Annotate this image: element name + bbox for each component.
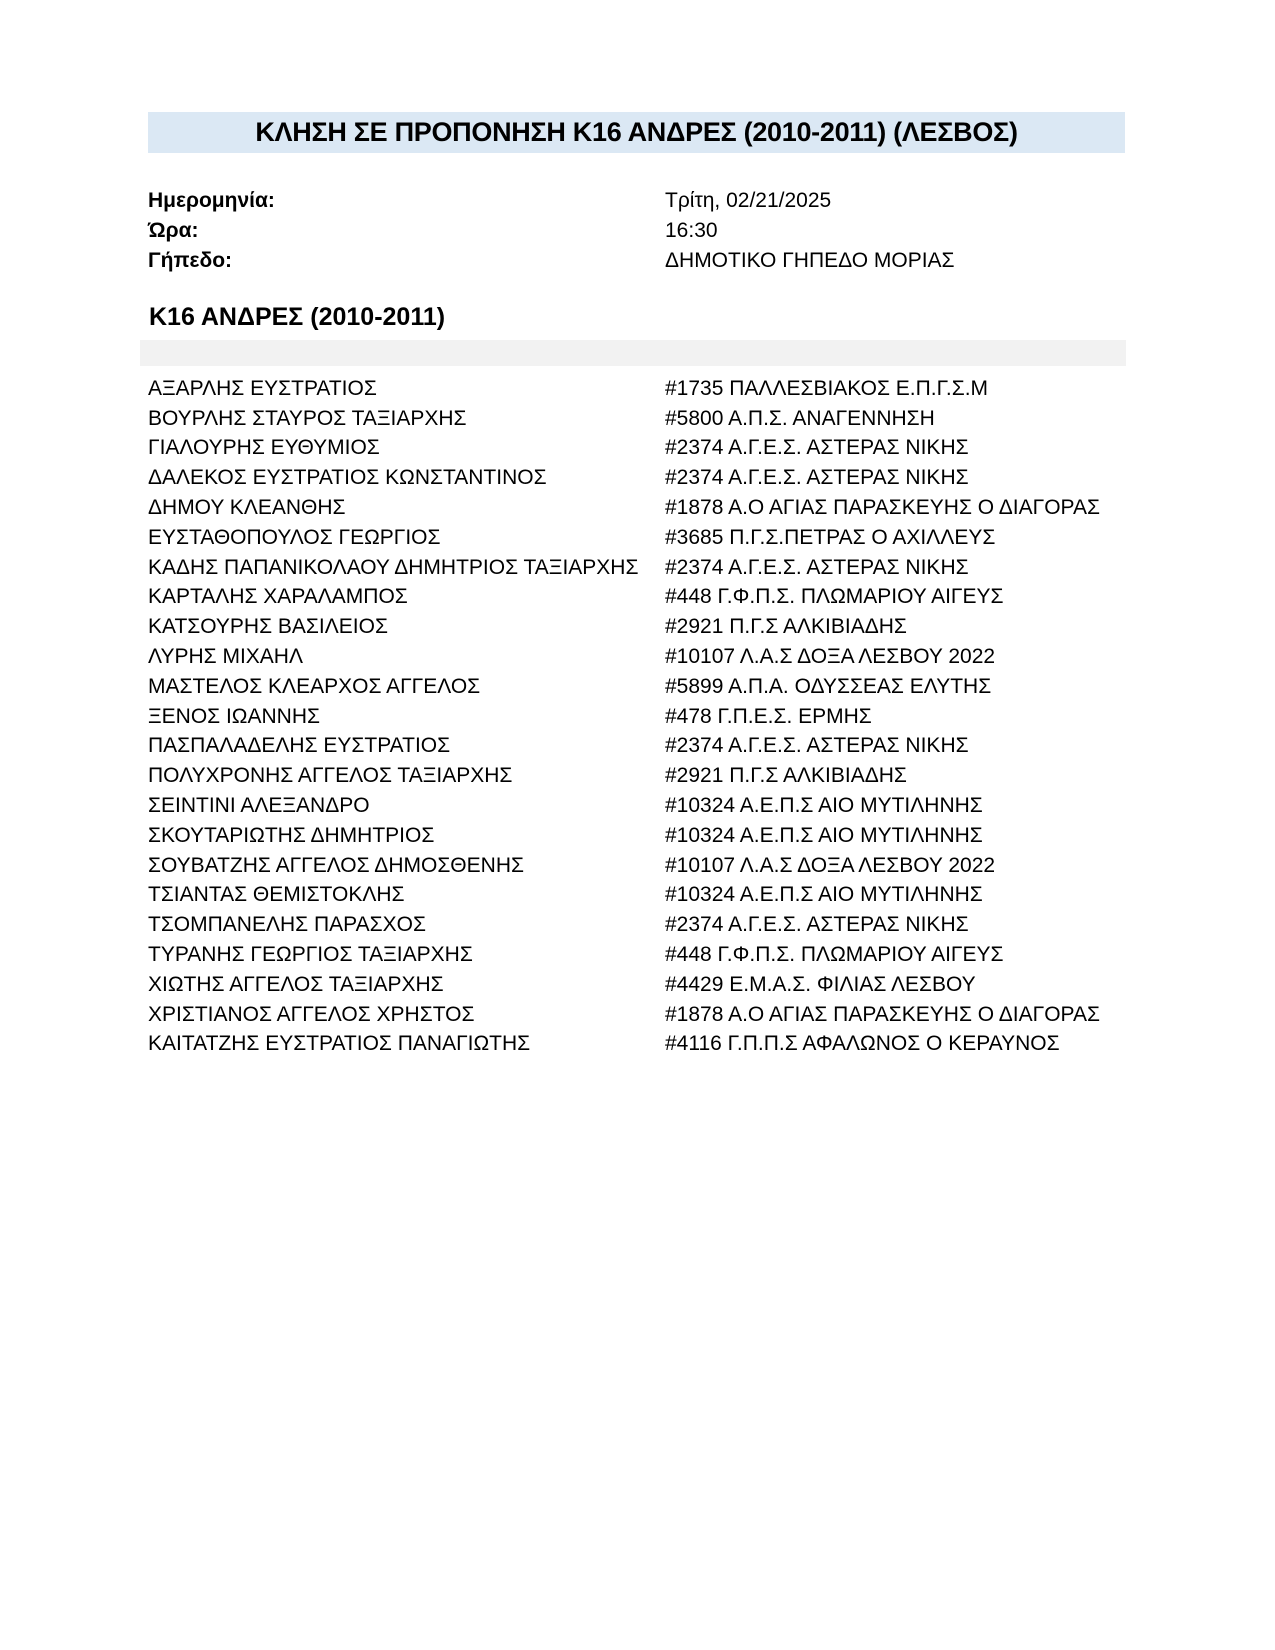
- player-name: ΑΞΑΡΛΗΣ ΕΥΣΤΡΑΤΙΟΣ: [148, 376, 377, 400]
- player-club: #2921 Π.Γ.Σ ΑΛΚΙΒΙΑΔΗΣ: [665, 764, 907, 788]
- player-name: ΕΥΣΤΑΘΟΠΟΥΛΟΣ ΓΕΩΡΓΙΟΣ: [148, 525, 441, 549]
- player-row: [148, 434, 1125, 464]
- page-title: ΚΛΗΣΗ ΣΕ ΠΡΟΠΟΝΗΣΗ Κ16 ΑΝΔΡΕΣ (2010-2011) (ΛΕΣΒΟΣ): [255, 117, 1018, 147]
- player-row: [148, 374, 1125, 404]
- player-name: ΣΚΟΥΤΑΡΙΩΤΗΣ ΔΗΜΗΤΡΙΟΣ: [148, 823, 435, 847]
- player-club: #448 Γ.Φ.Π.Σ. ΠΛΩΜΑΡΙΟΥ ΑΙΓΕΥΣ: [665, 585, 1004, 609]
- player-row: [148, 1000, 1125, 1030]
- roster-section-title: Κ16 ΑΝΔΡΕΣ (2010-2011): [149, 303, 446, 331]
- player-name: ΜΑΣΤΕΛΟΣ ΚΛΕΑΡΧΟΣ ΑΓΓΕΛΟΣ: [148, 674, 481, 698]
- player-row: [148, 404, 1125, 434]
- player-club: #10324 Α.Ε.Π.Σ ΑΙΟ ΜΥΤΙΛΗΝΗΣ: [665, 883, 983, 907]
- player-club: #2921 Π.Γ.Σ ΑΛΚΙΒΙΑΔΗΣ: [665, 615, 907, 639]
- detail-field-label: Γήπεδο:: [148, 249, 233, 272]
- player-name: ΠΟΛΥΧΡΟΝΗΣ ΑΓΓΕΛΟΣ ΤΑΞΙΑΡΧΗΣ: [148, 764, 513, 788]
- player-club: #1878 Α.Ο ΑΓΙΑΣ ΠΑΡΑΣΚΕΥΗΣ Ο ΔΙΑΓΟΡΑΣ: [665, 1002, 1100, 1026]
- player-name: ΔΗΜΟΥ ΚΛΕΑΝΘΗΣ: [148, 496, 346, 520]
- player-name: ΞΕΝΟΣ ΙΩΑΝΝΗΣ: [148, 704, 320, 728]
- player-name: ΚΑΡΤΑΛΗΣ ΧΑΡΑΛΑΜΠΟΣ: [148, 585, 408, 609]
- detail-field-label: Ώρα:: [148, 219, 199, 242]
- player-name: ΣΟΥΒΑΤΖΗΣ ΑΓΓΕΛΟΣ ΔΗΜΟΣΘΕΝΗΣ: [148, 853, 524, 877]
- player-club: #10107 Λ.Α.Σ ΔΟΞΑ ΛΕΣΒΟΥ 2022: [665, 853, 996, 877]
- detail-field-value: ΔΗΜΟΤΙΚΟ ΓΗΠΕΔΟ ΜΟΡΙΑΣ: [665, 249, 955, 272]
- player-row: [148, 881, 1125, 911]
- player-row: [148, 553, 1125, 583]
- player-club: #3685 Π.Γ.Σ.ΠΕΤΡΑΣ Ο ΑΧΙΛΛΕΥΣ: [665, 525, 996, 549]
- detail-field-row: [148, 186, 1125, 216]
- player-name: ΤΥΡΑΝΗΣ ΓΕΩΡΓΙΟΣ ΤΑΞΙΑΡΧΗΣ: [148, 943, 473, 967]
- player-row: [148, 821, 1125, 851]
- player-name: ΒΟΥΡΛΗΣ ΣΤΑΥΡΟΣ ΤΑΞΙΑΡΧΗΣ: [148, 406, 467, 430]
- player-name: ΣΕΙΝΤΙΝΙ ΑΛΕΞΑΝΔΡΟ: [148, 794, 370, 818]
- player-name: ΚΑΔΗΣ ΠΑΠΑΝΙΚΟΛΑΟΥ ΔΗΜΗΤΡΙΟΣ ΤΑΞΙΑΡΧΗΣ: [148, 555, 639, 579]
- player-row: [148, 940, 1125, 970]
- player-row: [148, 732, 1125, 762]
- player-row: [148, 851, 1125, 881]
- roster-header-bar: [140, 340, 1126, 366]
- player-row: [148, 612, 1125, 642]
- player-name: ΠΑΣΠΑΛΑΔΕΛΗΣ ΕΥΣΤΡΑΤΙΟΣ: [148, 734, 451, 758]
- player-row: [148, 672, 1125, 702]
- roster-list: [148, 374, 1125, 1059]
- training-details: [148, 186, 1125, 276]
- player-club: #4116 Γ.Π.Π.Σ ΑΦΑΛΩΝΟΣ Ο ΚΕΡΑΥΝΟΣ: [665, 1032, 1060, 1056]
- player-name: ΤΣΟΜΠΑΝΕΛΗΣ ΠΑΡΑΣΧΟΣ: [148, 913, 426, 937]
- document-title-bar: [148, 112, 1125, 153]
- detail-field-row: [148, 216, 1125, 246]
- player-club: #478 Γ.Π.Ε.Σ. ΕΡΜΗΣ: [665, 704, 872, 728]
- detail-field-value: 16:30: [665, 219, 718, 242]
- player-club: #1878 Α.Ο ΑΓΙΑΣ ΠΑΡΑΣΚΕΥΗΣ Ο ΔΙΑΓΟΡΑΣ: [665, 496, 1100, 520]
- player-name: ΛΥΡΗΣ ΜΙΧΑΗΛ: [148, 645, 303, 669]
- player-row: [148, 1030, 1125, 1060]
- detail-field-label: Ημερομηνία:: [148, 189, 275, 212]
- player-club: #5800 Α.Π.Σ. ΑΝΑΓΕΝΝΗΣΗ: [665, 406, 935, 430]
- player-row: [148, 493, 1125, 523]
- player-name: ΤΣΙΑΝΤΑΣ ΘΕΜΙΣΤΟΚΛΗΣ: [148, 883, 405, 907]
- detail-field-row: [148, 246, 1125, 276]
- detail-field-value: Τρίτη, 02/21/2025: [665, 189, 832, 212]
- player-name: ΓΙΑΛΟΥΡΗΣ ΕΥΘΥΜΙΟΣ: [148, 436, 380, 460]
- player-name: ΧΙΩΤΗΣ ΑΓΓΕΛΟΣ ΤΑΞΙΑΡΧΗΣ: [148, 972, 444, 996]
- player-name: ΚΑΙΤΑΤΖΗΣ ΕΥΣΤΡΑΤΙΟΣ ΠΑΝΑΓΙΩΤΗΣ: [148, 1032, 531, 1056]
- player-row: [148, 761, 1125, 791]
- player-club: #4429 Ε.Μ.Α.Σ. ΦΙΛΙΑΣ ΛΕΣΒΟΥ: [665, 972, 976, 996]
- player-club: #10324 Α.Ε.Π.Σ ΑΙΟ ΜΥΤΙΛΗΝΗΣ: [665, 823, 983, 847]
- player-row: [148, 463, 1125, 493]
- player-club: #10324 Α.Ε.Π.Σ ΑΙΟ ΜΥΤΙΛΗΝΗΣ: [665, 794, 983, 818]
- player-club: #10107 Λ.Α.Σ ΔΟΞΑ ΛΕΣΒΟΥ 2022: [665, 645, 996, 669]
- player-club: #2374 Α.Γ.Ε.Σ. ΑΣΤΕΡΑΣ ΝΙΚΗΣ: [665, 913, 969, 937]
- player-row: [148, 970, 1125, 1000]
- player-club: #2374 Α.Γ.Ε.Σ. ΑΣΤΕΡΑΣ ΝΙΚΗΣ: [665, 555, 969, 579]
- player-row: [148, 523, 1125, 553]
- player-club: #1735 ΠΑΛΛΕΣΒΙΑΚΟΣ Ε.Π.Γ.Σ.Μ: [665, 376, 989, 400]
- player-row: [148, 910, 1125, 940]
- player-row: [148, 702, 1125, 732]
- player-club: #448 Γ.Φ.Π.Σ. ΠΛΩΜΑΡΙΟΥ ΑΙΓΕΥΣ: [665, 943, 1004, 967]
- player-club: #2374 Α.Γ.Ε.Σ. ΑΣΤΕΡΑΣ ΝΙΚΗΣ: [665, 734, 969, 758]
- player-name: ΚΑΤΣΟΥΡΗΣ ΒΑΣΙΛΕΙΟΣ: [148, 615, 388, 639]
- player-name: ΔΑΛΕΚΟΣ ΕΥΣΤΡΑΤΙΟΣ ΚΩΝΣΤΑΝΤΙΝΟΣ: [148, 466, 547, 490]
- player-row: [148, 583, 1125, 613]
- player-name: ΧΡΙΣΤΙΑΝΟΣ ΑΓΓΕΛΟΣ ΧΡΗΣΤΟΣ: [148, 1002, 475, 1026]
- player-club: #2374 Α.Γ.Ε.Σ. ΑΣΤΕΡΑΣ ΝΙΚΗΣ: [665, 466, 969, 490]
- player-club: #5899 Α.Π.Α. ΟΔΥΣΣΕΑΣ ΕΛΥΤΗΣ: [665, 674, 992, 698]
- player-row: [148, 791, 1125, 821]
- player-club: #2374 Α.Γ.Ε.Σ. ΑΣΤΕΡΑΣ ΝΙΚΗΣ: [665, 436, 969, 460]
- player-row: [148, 642, 1125, 672]
